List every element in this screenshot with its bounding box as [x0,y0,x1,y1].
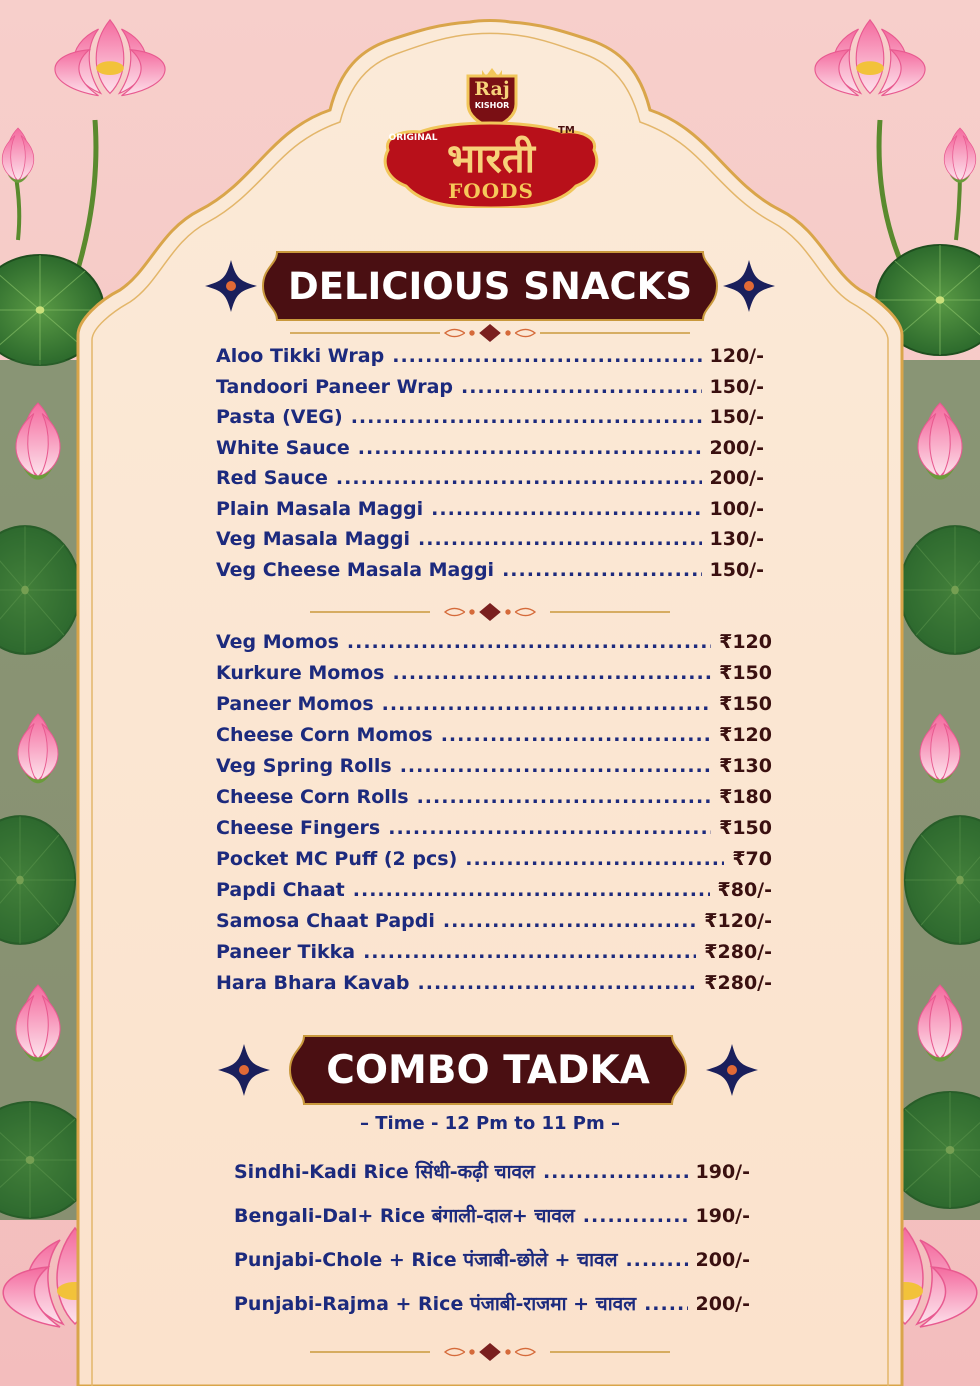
menu-item [234,1158,750,1184]
menu-item [216,848,772,870]
item-name: Sindhi-Kadi Rice सिंधी-कढ़ी चावल [234,1161,535,1183]
dot-leader [502,559,701,581]
logo-original-text: ORIGINAL [388,133,438,143]
item-name: Papdi Chaat [216,879,345,901]
item-name: Bengali-Dal+ Rice बंगाली-दाल+ चावल [234,1205,575,1227]
item-price: ₹120 [719,631,772,653]
item-name: Veg Momos [216,631,339,653]
item-price: 150/- [709,375,764,398]
item-price: ₹120/- [704,910,772,932]
dot-leader [388,817,711,839]
menu-item [216,406,764,428]
item-name: Pasta (VEG) [216,406,343,428]
item-price: 130/- [709,528,764,550]
dot-leader [351,406,702,428]
item-price: 100/- [709,497,764,520]
dot-leader [461,376,702,398]
dot-leader [382,693,711,715]
section-banner-snacks [205,250,775,322]
item-name: Veg Masala Maggi [216,528,411,550]
dot-leader [417,786,712,808]
item-price: 120/- [709,345,764,367]
dot-leader [392,345,701,367]
item-price: 190/- [695,1205,750,1227]
item-price: ₹280/- [704,972,772,994]
menu-item [216,376,764,398]
menu-item [216,345,764,367]
item-price: ₹150 [719,662,772,684]
item-price: 200/- [709,467,764,489]
dot-leader [443,910,696,932]
menu-item [216,910,772,932]
item-name: Aloo Tikki Wrap [216,345,385,367]
menu-item [234,1202,750,1228]
item-name: Cheese Corn Momos [216,724,433,746]
menu-item [216,631,772,653]
menu-item [216,972,772,994]
item-name: Pocket MC Puff (2 pcs) [216,848,458,870]
item-name: Cheese Corn Rolls [216,786,409,808]
section-banner-combo [218,1034,758,1106]
item-price: 190/- [695,1161,750,1183]
dot-leader [400,755,711,777]
item-name: Plain Masala Maggi [216,497,424,520]
item-price: 200/- [695,1293,750,1315]
dot-leader [363,941,696,963]
item-name: Red Sauce [216,467,328,489]
logo-raj-text: Raj [474,78,510,100]
item-name: Cheese Fingers [216,817,381,839]
dot-leader [465,848,724,870]
dot-leader [583,1205,688,1227]
menu-item [216,528,764,550]
dot-leader [418,528,701,550]
dot-leader [392,662,711,684]
item-name: Veg Spring Rolls [216,755,392,777]
logo-hindi-name: भारती [447,136,535,182]
item-name: Paneer Tikka [216,941,356,963]
menu-item [216,693,772,715]
dot-leader [644,1293,687,1315]
logo-foods-text: FOODS [448,179,534,203]
item-name: Punjabi-Chole + Rice पंजाबी-छोले + चावल [234,1249,618,1271]
item-price: ₹180 [719,786,772,808]
item-price: ₹120 [719,724,772,746]
item-name: White Sauce [216,436,350,459]
dot-leader [336,467,702,489]
section-title: COMBO TADKA [326,1048,650,1093]
menu-item [216,817,772,839]
dot-leader [543,1161,688,1183]
menu-item [216,879,772,901]
dot-leader [353,879,710,901]
item-price: 150/- [709,558,764,581]
menu-item [216,941,772,963]
menu-item [216,755,772,777]
brand-logo [380,68,602,208]
dot-leader [625,1249,687,1271]
item-price: ₹70 [732,848,772,870]
item-price: ₹80/- [717,879,772,901]
item-price: ₹130 [719,755,772,777]
menu-item [216,559,764,581]
dot-leader [441,724,711,746]
item-name: Veg Cheese Masala Maggi [216,558,495,581]
item-name: Punjabi-Rajma + Rice पंजाबी-राजमा + चावल [234,1293,637,1315]
item-price: ₹150 [719,817,772,839]
item-name: Tandoori Paneer Wrap [216,375,453,398]
dot-leader [418,972,697,994]
item-name: Paneer Momos [216,693,374,715]
menu-item [216,786,772,808]
menu-item [216,662,772,684]
item-price: 200/- [695,1249,750,1271]
logo-trademark: TM [558,125,575,136]
section-title: DELICIOUS SNACKS [287,265,692,308]
combo-time: – Time - 12 Pm to 11 Pm – [360,1113,620,1134]
item-name: Kurkure Momos [216,662,385,684]
item-price: ₹150 [719,693,772,715]
menu-item [216,437,764,459]
dot-leader [347,631,711,653]
logo-kishor-text: KISHOR [474,101,510,110]
item-price: 200/- [709,436,764,459]
menu-item [234,1290,750,1316]
dot-leader [431,498,701,520]
item-price: ₹280/- [704,941,772,963]
item-price: 150/- [709,406,764,428]
menu-item [216,467,764,489]
item-name: Samosa Chaat Papdi [216,910,435,932]
item-name: Hara Bhara Kavab [216,972,410,994]
menu-item [216,498,764,520]
menu-item [234,1246,750,1272]
dot-leader [358,437,702,459]
menu-item [216,724,772,746]
